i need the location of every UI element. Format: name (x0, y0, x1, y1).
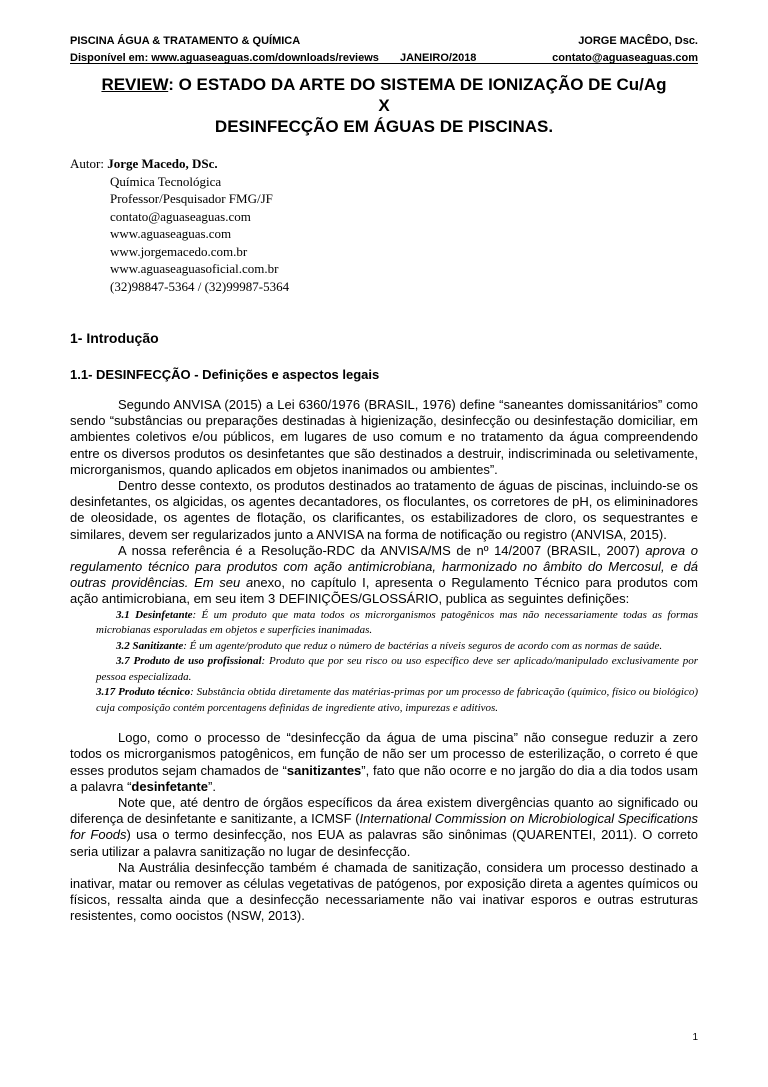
author-line: Professor/Pesquisador FMG/JF (110, 191, 273, 206)
definition-text: : Substância obtida diretamente das matérias-primas por um processo de fabricação (químico, físico ou biológico) cuja composição contém porcentagens definidas de ingrediente ativo, impurezas e aditivos. (96, 686, 698, 714)
section-heading-introduction: 1- Introdução (70, 330, 159, 346)
author-label: Autor: (70, 156, 108, 171)
definition-term: 3.7 Produto de uso profissional (116, 655, 262, 668)
paragraph: Na Austrália desinfecção também é chamada de sanitização, considera um processo destinado a inativar, matar ou remover as células vegetativas de patógenos, por exposição direta a agentes químicos ou físicos, ressalta ainda que a desinfecção necessariamente não vai inativar esporos e outras estruturas resistentes, como oocistos (NSW, 2013). (70, 859, 698, 924)
paragraph (70, 730, 698, 795)
definition-item (70, 654, 698, 685)
author-name: Jorge Macedo, DSc. (107, 156, 218, 171)
paragraph-text: A nossa referência é a Resolução-RDC da ANVISA/MS de nº 14/2007 (BRASIL, 2007) (118, 542, 646, 558)
page-number: 1 (692, 1032, 698, 1043)
paragraph-text: ) usa o termo desinfecção, nos EUA as palavras são sinônimas (QUARENTEI, 2011). O correto seria utilizar a palavra sanitização no lugar de desinfecção. (70, 827, 698, 859)
author-email: contato@aguaseaguas.com (110, 208, 251, 224)
paragraph-text: ”, fato que não ocorre e no jargão do dia a dia todos usam a palavra “ (70, 762, 698, 794)
paragraph: Segundo ANVISA (2015) a Lei 6360/1976 (BRASIL, 1976) define “saneantes domissanitários” como sendo “substâncias ou preparações destinadas à higienização, desinfecção ou desinfestação domiciliar, em ambientes coletivos e/ou públicos, em lugares de uso comum e no tratamento da água compreendendo entre os diversos produtos os desinfetantes que são destinados a destruir, indiscriminada ou seletivamente, microrganismos, quando aplicados em objetos inanimados ou ambientes”. (70, 397, 698, 477)
paragraph-text: Note que, até dentro de órgãos específicos da área existem divergências quanto ao significado ou diferença de desinfetante e sanitizante, a ICMSF ( (70, 794, 698, 827)
paragraph-text: nexo, no capítulo I, apresenta o Regulamento Técnico para produtos com ação antimicrobiana, em seu item 3 DEFINIÇÕES/GLOSSÁRIO, publica as seguintes definições: (70, 575, 698, 607)
author-phone: (32)98847-5364 / (32)99987-5364 (110, 278, 290, 294)
title-line3: DESINFECÇÃO EM ÁGUAS DE PISCINAS. (214, 117, 554, 136)
header-availability: Disponível em: www.aguaseaguas.com/downloads/reviews (70, 52, 379, 64)
document-title (70, 74, 698, 137)
definitions-list (70, 608, 698, 717)
title-review-word: REVIEW (101, 75, 169, 94)
subsection-heading-disinfection: 1.1- DESINFECÇÃO - Definições e aspectos legais (70, 367, 380, 382)
definition-term: 3.2 Sanitizante (116, 639, 184, 652)
definition-item (70, 608, 698, 639)
title-line2: X (378, 96, 390, 115)
paragraph-text: ”. (208, 778, 216, 794)
paragraph-italic-text: aprova o regulamento técnico para produtos com ação antimicrobiana, harmonizado no âmbito do Mercosul, e dá outras providências. Em seu a (70, 542, 698, 591)
author-website: www.aguaseaguas.com (110, 226, 232, 241)
author-website: www.aguaseaguasoficial.com.br (110, 261, 279, 276)
header-author: JORGE MACÊDO, Dsc. (578, 35, 698, 47)
author-website: www.jorgemacedo.com.br (110, 243, 248, 259)
paragraph-bold-text: desinfetante (131, 778, 208, 794)
paragraph-italic-text: International Commission on Microbiological Specifications for Foods (70, 811, 698, 843)
definition-text: : É um agente/produto que reduz o número de bactérias a níveis seguros de acordo com as normas de saúde. (183, 639, 663, 652)
header-date: JANEIRO/2018 (400, 52, 477, 64)
definition-text: : É um produto que mata todos os microrganismos patogênicos mas não necessariamente todas as formas microbianas esporuladas em objetos e superfícies inanimadas. (96, 608, 698, 637)
definition-item (70, 639, 698, 655)
paragraph-text: Logo, como o processo de “desinfecção da água de uma piscina” não consegue reduzir a zero todos os microrganismos patogênicos, em função de não ser um processo de esterilização, o correto é que esses produtos sejam chamados de “ (70, 730, 698, 778)
definition-term: 3.1 Desinfetante (116, 608, 193, 621)
title-line1: : O ESTADO DA ARTE DO SISTEMA DE IONIZAÇÃO DE Cu/Ag (168, 75, 667, 94)
header-journal: PISCINA ÁGUA & TRATAMENTO & QUÍMICA (70, 35, 301, 47)
header-email: contato@aguaseaguas.com (552, 52, 698, 64)
definition-text: : Produto que por seu risco ou uso específico deve ser aplicado/manipulado exclusivamente por pessoa especializada. (96, 655, 699, 683)
author-block (70, 155, 698, 295)
paragraph-bold-text: sanitizantes (286, 762, 362, 778)
author-line: Química Tecnológica (110, 173, 222, 189)
paragraph: Dentro desse contexto, os produtos destinados ao tratamento de águas de piscinas, incluindo-se os desinfetantes, os algicidas, os agentes decantadores, os floculantes, os corretores de pH, os elimininadores de oleosidade, os agentes de flotação, os clarificantes, os estabilizadores de cloro, os sequestrantes e similares, devem ser regularizados junto a ANVISA na forma de notificação ou registro (ANVISA, 2015). (70, 478, 698, 542)
running-header (70, 34, 698, 65)
definition-item (70, 685, 698, 716)
paragraph (70, 795, 698, 860)
header-divider (70, 63, 698, 64)
body-text (70, 397, 698, 925)
paragraph (70, 543, 698, 608)
definition-term: 3.17 Produto técnico (96, 686, 191, 699)
